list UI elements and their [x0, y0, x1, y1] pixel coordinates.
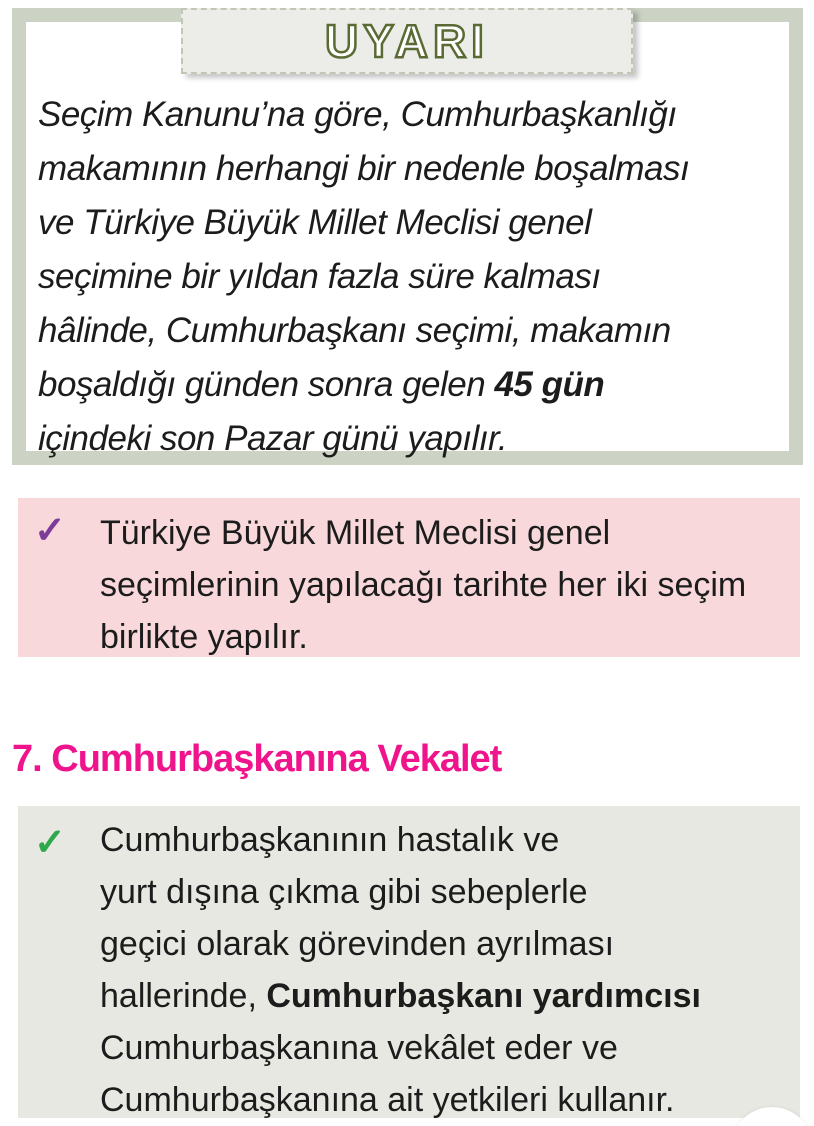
warning-header-plate	[181, 8, 633, 74]
text-line: makamının herhangi bir nedenle boşalması	[38, 149, 690, 188]
checkmark-icon: ✓	[34, 510, 66, 552]
text-line: hâlinde, Cumhurbaşkanı seçimi, makamın	[38, 311, 671, 350]
text-line: Cumhurbaşkanına ait yetkileri kullanır.	[100, 1081, 675, 1118]
warning-title: UYARI	[325, 15, 489, 67]
text-line: geçici olarak görevinden ayrılması	[100, 925, 615, 963]
text-line: boşaldığı günden sonra gelen 45 gün	[38, 365, 605, 404]
text-line: Seçim Kanunu’na göre, Cumhurbaşkanlığı	[38, 95, 677, 134]
text-line: seçimlerinin yapılacağı tarihte her iki seçim	[100, 566, 747, 604]
text-line: yurt dışına çıkma gibi sebeplerle	[100, 873, 588, 911]
checkmark-icon: ✓	[34, 822, 66, 864]
warning-text	[26, 22, 789, 466]
text-line: ve Türkiye Büyük Millet Meclisi genel	[38, 203, 592, 242]
gray-note-text	[100, 806, 800, 1118]
text-line: Cumhurbaşkanına vekâlet eder ve	[100, 1029, 618, 1067]
text-line: hallerinde, Cumhurbaşkanı yardımcısı	[100, 977, 701, 1015]
gray-note-box	[18, 806, 800, 1118]
text-line: Türkiye Büyük Millet Meclisi genel	[100, 514, 611, 552]
warning-box	[12, 8, 803, 465]
text-line: seçimine bir yıldan fazla süre kalması	[38, 257, 601, 296]
pink-note-box	[18, 498, 800, 657]
text-line: Cumhurbaşkanının hastalık ve	[100, 821, 560, 859]
text-line: birlikte yapılır.	[100, 618, 308, 656]
pink-note-text	[100, 498, 800, 657]
section-heading: 7. Cumhurbaşkanına Vekalet	[12, 738, 502, 780]
text-line: içindeki son Pazar günü yapılır.	[38, 419, 508, 458]
